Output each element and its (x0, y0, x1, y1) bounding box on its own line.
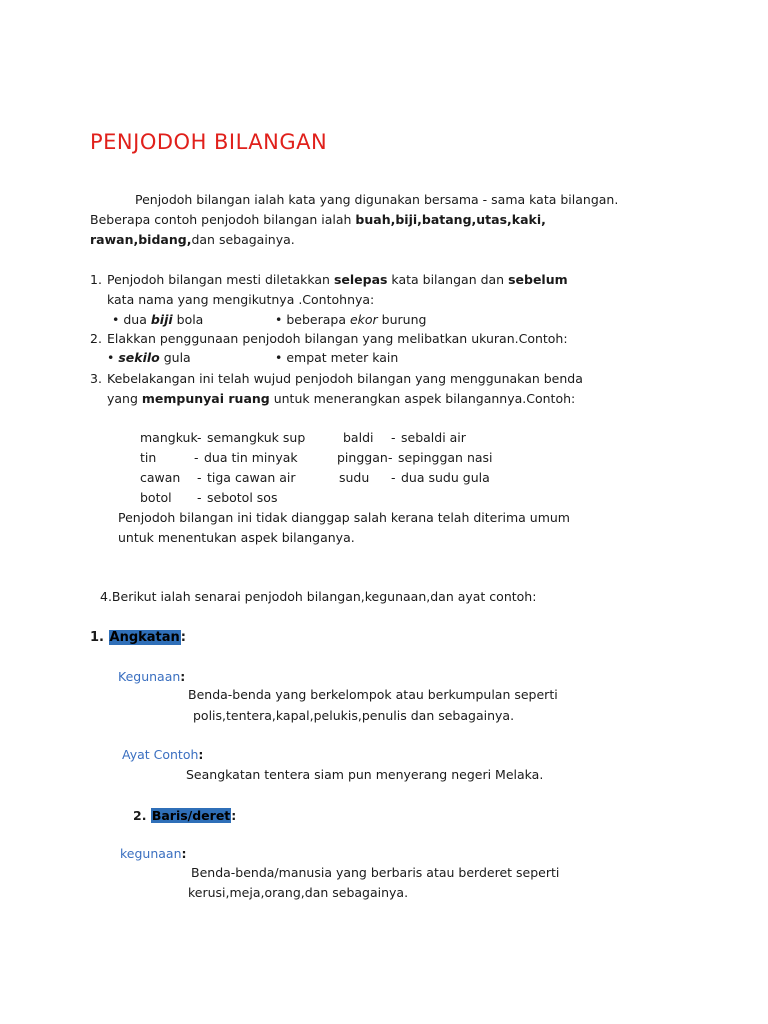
example-word: tin (140, 450, 157, 465)
point-2-line-1: Elakkan penggunaan penjodoh bilangan yang melibatkan ukuran.Contoh: (107, 331, 568, 346)
point-3-bold: mempunyai ruang (141, 391, 270, 406)
example-phrase: sebotol sos (207, 490, 278, 505)
section-2-kegunaan-line-2: kerusi,meja,orang,dan sebagainya. (188, 885, 409, 900)
section-2-colon: : (231, 808, 237, 823)
example-phrase: dua tin minyak (204, 450, 298, 465)
section-2-kegunaan-line-1: Benda-benda/manusia yang berbaris atau berderet seperti (191, 865, 560, 880)
example-word: botol (140, 490, 172, 505)
example-dash: - (194, 450, 199, 465)
intro-line-3-text: dan sebagainya. (191, 232, 295, 247)
point-4-line: 4.Berikut ialah senarai penjodoh bilangan,kegunaan,dan ayat contoh: (100, 589, 537, 604)
example-word: sudu (339, 470, 370, 485)
section-1-kegunaan-label (118, 667, 185, 687)
note-line-1: Penjodoh bilangan ini tidak dianggap salah kerana telah diterima umum (118, 510, 570, 525)
section-1-ayat-colon: : (198, 747, 204, 762)
intro-line-2-bold: buah,biji,batang,utas,kaki, (355, 212, 546, 227)
example-phrase: semangkuk sup (207, 430, 306, 445)
example-dash: - (197, 430, 202, 445)
section-1-heading (90, 628, 186, 648)
section-1-ayat-example: Seangkatan tentera siam pun menyerang negeri Melaka. (186, 767, 544, 782)
point-1-text-a: Penjodoh bilangan mesti diletakkan (107, 272, 334, 287)
point-2-ex1-post: gula (159, 350, 191, 365)
point-2-number: 2. (90, 331, 102, 346)
example-word: pinggan (337, 450, 388, 465)
section-2-kegunaan-colon: : (181, 846, 187, 861)
point-1-ex2-em: ekor (349, 312, 378, 327)
point-3-number: 3. (90, 371, 102, 386)
section-1-kegunaan-line-1: Benda-benda yang berkelompok atau berkumpulan seperti (188, 687, 558, 702)
point-1-ex1-post: bola (172, 312, 204, 327)
point-1-ex1-em: biji (150, 312, 173, 327)
point-3-line-2 (107, 389, 575, 409)
note-line-2: untuk menentukan aspek bilanganya. (118, 530, 355, 545)
example-phrase: sebaldi air (401, 430, 466, 445)
example-dash: - (197, 490, 202, 505)
intro-line-2-text: Beberapa contoh penjodoh bilangan ialah (90, 212, 356, 227)
point-1-bold-selepas: selepas (333, 272, 388, 287)
intro-line-3-bold: rawan,bidang, (90, 232, 192, 247)
section-1-ayat-text: Ayat Contoh (122, 747, 199, 762)
point-1-text-b: kata bilangan dan (387, 272, 509, 287)
section-2-kegunaan-text: kegunaan (120, 846, 182, 861)
point-3-text-a: yang (107, 391, 142, 406)
point-2-ex1-em: sekilo (118, 350, 160, 365)
section-1-title-highlight: Angkatan (109, 630, 180, 645)
section-2-kegunaan-label (120, 844, 187, 864)
section-2-title-highlight: Baris/deret (151, 808, 231, 823)
point-1-ex2-post: burung (377, 312, 427, 327)
example-dash: - (388, 450, 393, 465)
point-3-line-1: Kebelakangan ini telah wujud penjodoh bilangan yang menggunakan benda (107, 371, 583, 386)
point-2-example-1 (107, 348, 191, 368)
example-phrase: tiga cawan air (207, 470, 296, 485)
section-2-number: 2. (133, 808, 147, 823)
section-2-heading (133, 806, 236, 826)
point-1-ex1-pre: • dua (112, 312, 151, 327)
section-1-number: 1. (90, 630, 104, 645)
point-1-bold-sebelum: sebelum (508, 272, 568, 287)
point-3-text-b: untuk menerangkan aspek bilangannya.Contoh: (269, 391, 576, 406)
example-dash: - (197, 470, 202, 485)
point-2-example-2: • empat meter kain (275, 350, 399, 365)
intro-line-2 (90, 210, 546, 230)
point-2-ex1-pre: • (107, 350, 119, 365)
example-word: mangkuk (140, 430, 198, 445)
section-1-colon: : (180, 630, 186, 645)
point-1-line-1 (107, 270, 568, 290)
intro-line-1: Penjodoh bilangan ialah kata yang digunakan bersama - sama kata bilangan. (135, 192, 619, 207)
point-1-example-1 (112, 310, 203, 330)
intro-line-3 (90, 230, 295, 250)
point-1-line-2: kata nama yang mengikutnya .Contohnya: (107, 292, 375, 307)
example-phrase: dua sudu gula (401, 470, 490, 485)
section-1-kegunaan-text: Kegunaan (118, 669, 181, 684)
section-1-ayat-label (122, 745, 203, 765)
section-1-kegunaan-colon: : (180, 669, 186, 684)
point-1-ex2-pre: • beberapa (275, 312, 350, 327)
example-dash: - (391, 470, 396, 485)
example-dash: - (391, 430, 396, 445)
example-word: baldi (343, 430, 374, 445)
page-title: PENJODOH BILANGAN (90, 130, 328, 154)
section-1-kegunaan-line-2: polis,tentera,kapal,pelukis,penulis dan sebagainya. (193, 708, 515, 723)
point-1-example-2 (275, 310, 426, 330)
point-1-number: 1. (90, 272, 102, 287)
example-phrase: sepinggan nasi (398, 450, 493, 465)
example-word: cawan (140, 470, 181, 485)
